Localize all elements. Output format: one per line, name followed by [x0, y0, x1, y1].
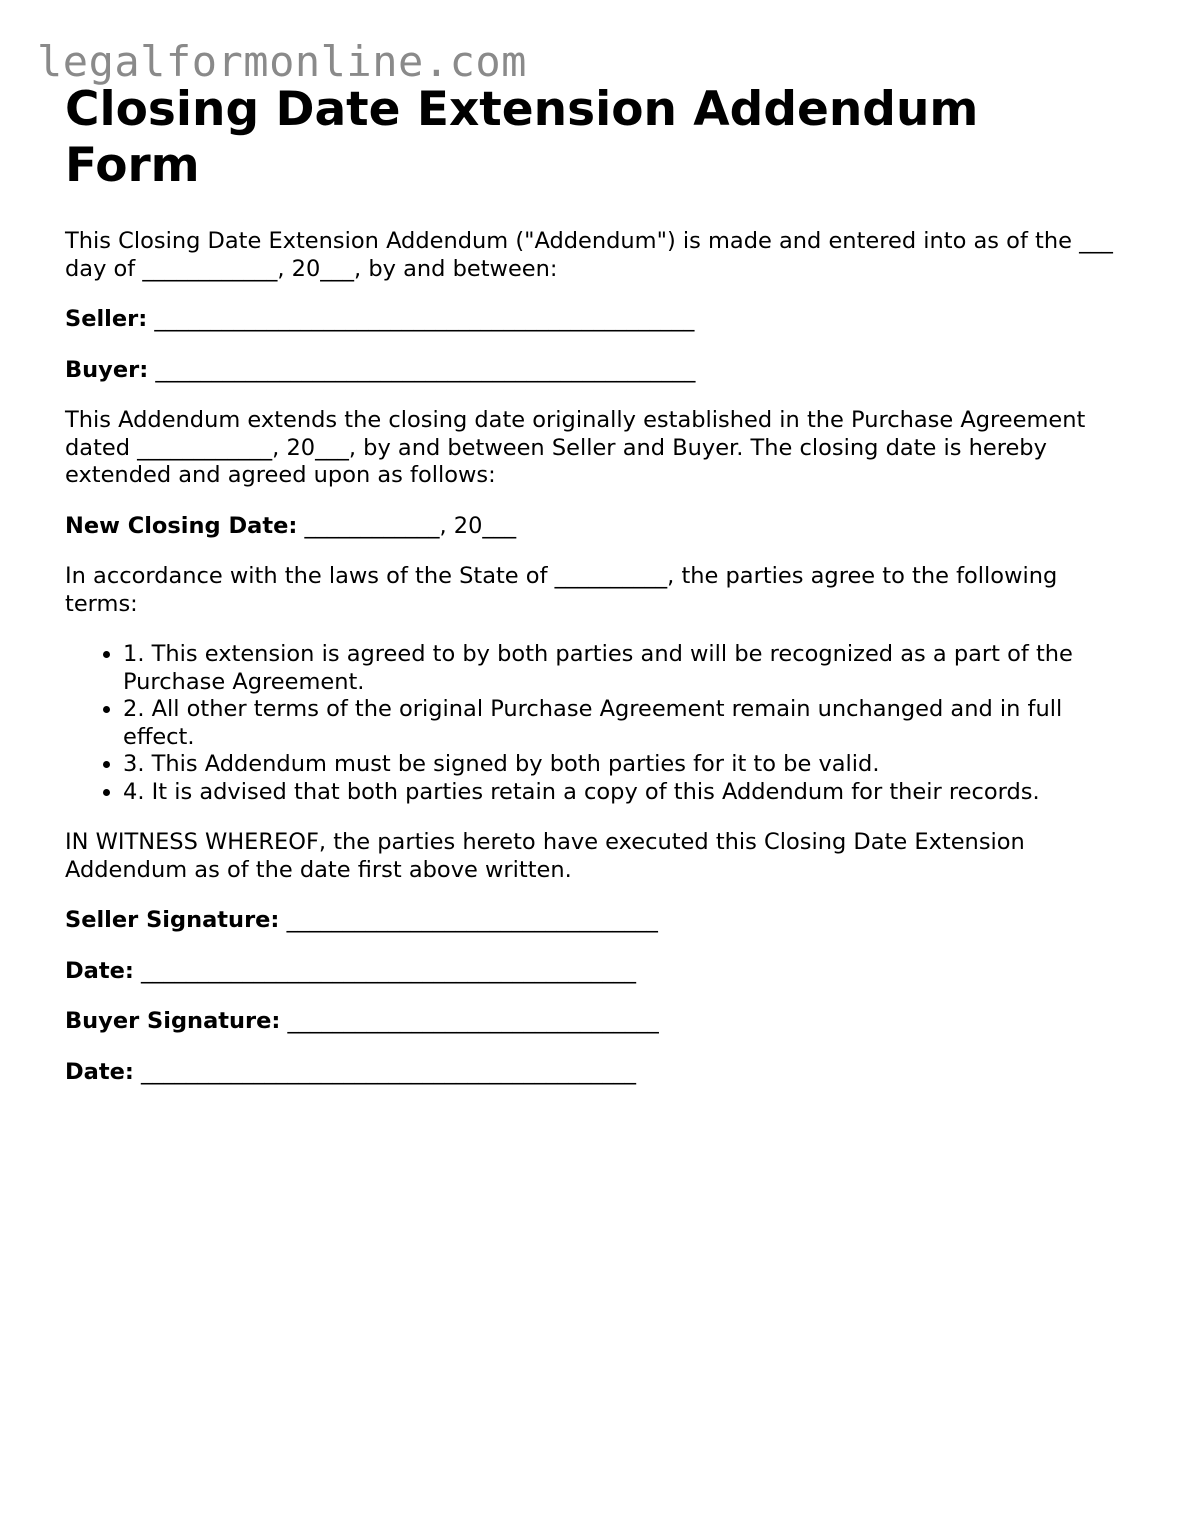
seller-label: Seller: — [65, 306, 148, 332]
buyer-signature-field — [65, 1008, 1125, 1036]
seller-date-field — [65, 958, 1125, 986]
seller-signature-blank[interactable]: _________________________________ — [286, 907, 658, 933]
intro-paragraph: This Closing Date Extension Addendum ("Addendum") is made and entered into as of the ___ day of ____________, 20___, by and between: — [65, 228, 1113, 282]
document-page — [65, 82, 1125, 1086]
buyer-signature-blank[interactable]: _________________________________ — [287, 1008, 659, 1034]
seller-date-label: Date: — [65, 957, 134, 984]
buyer-signature-label: Buyer Signature: — [65, 1008, 281, 1034]
seller-blank[interactable]: ________________________________________________ — [154, 306, 695, 332]
buyer-field — [65, 357, 1125, 385]
list-item: • 3. This Addendum must be signed by both parties for it to be valid. — [123, 751, 1125, 779]
seller-signature-label: Seller Signature: — [65, 907, 280, 933]
seller-date-blank[interactable]: ____________________________________________ — [141, 957, 637, 984]
buyer-date-field — [65, 1059, 1125, 1087]
buyer-date-blank[interactable]: ____________________________________________ — [141, 1058, 637, 1085]
extension-paragraph: This Addendum extends the closing date originally established in the Purchase Agreement dated ____________, 20___, by and between Seller and Buyer. The closing date is hereby extended and agreed upon as follows: — [65, 407, 1086, 488]
buyer-label: Buyer: — [65, 356, 149, 383]
new-closing-date-blank[interactable]: ____________, 20___ — [304, 512, 517, 539]
new-closing-date-label: New Closing Date: — [65, 512, 298, 539]
seller-signature-field — [65, 907, 1125, 935]
witness-paragraph: IN WITNESS WHEREOF, the parties hereto have executed this Closing Date Extension Addendum as of the date first above written. — [65, 829, 1025, 883]
terms-list — [65, 641, 1125, 806]
seller-field — [65, 306, 1125, 334]
list-item: • 2. All other terms of the original Purchase Agreement remain unchanged and in full effect. — [123, 696, 1125, 751]
document-title: Closing Date Extension Addendum Form — [65, 82, 979, 193]
state-paragraph: In accordance with the laws of the State of __________, the parties agree to the following terms: — [65, 563, 1058, 617]
new-closing-date-field — [65, 513, 1125, 541]
buyer-date-label: Date: — [65, 1058, 134, 1085]
list-item: • 1. This extension is agreed to by both parties and will be recognized as a part of the Purchase Agreement. — [123, 641, 1125, 696]
watermark-text: legalformonline.com — [37, 37, 527, 86]
list-item: • 4. It is advised that both parties retain a copy of this Addendum for their records. — [123, 779, 1125, 807]
buyer-blank[interactable]: ________________________________________________ — [155, 356, 696, 383]
